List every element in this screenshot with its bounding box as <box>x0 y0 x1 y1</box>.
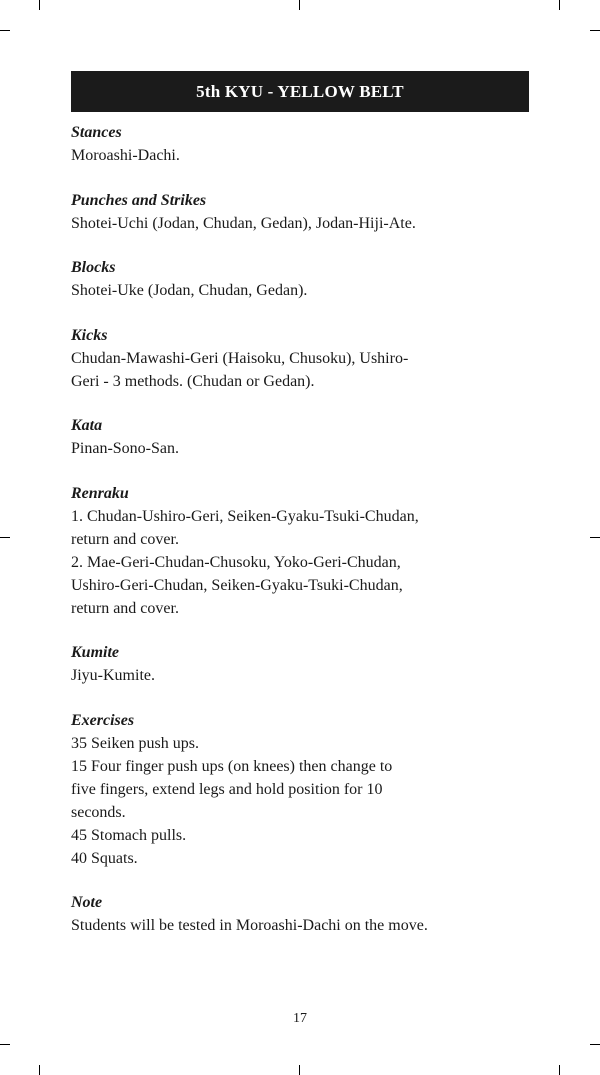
section-line: seconds. <box>71 803 126 821</box>
section-line: Jiyu-Kumite. <box>71 667 155 684</box>
section-line: Shotei-Uchi (Jodan, Chudan, Gedan), Jodan-Hiji-Ate. <box>71 214 416 232</box>
section-line: Pinan-Sono-San. <box>71 440 179 457</box>
crop-mark-bottom-center <box>299 1065 300 1075</box>
section-renraku <box>71 482 511 620</box>
section-heading: Punches and Strikes <box>71 191 207 209</box>
crop-mark-right-bottom <box>590 1044 600 1045</box>
section-line: Geri - 3 methods. (Chudan or Gedan). <box>71 372 315 390</box>
section-line: five fingers, extend legs and hold position for 10 <box>71 780 383 798</box>
crop-mark-left-middle <box>0 537 10 538</box>
section-kicks <box>71 324 511 393</box>
section-heading: Kata <box>71 417 103 434</box>
belt-title-banner <box>71 71 529 112</box>
section-blocks <box>71 256 511 302</box>
section-line: return and cover. <box>71 530 179 548</box>
section-heading: Stances <box>71 124 122 141</box>
section-heading: Kicks <box>71 326 108 344</box>
crop-mark-left-bottom <box>0 1044 10 1045</box>
section-stances <box>71 121 511 167</box>
section-heading: Note <box>71 894 103 911</box>
section-line: Students will be tested in Moroashi-Dachi on the move. <box>71 917 428 934</box>
crop-mark-right-top <box>590 30 600 31</box>
belt-title: 5th KYU - YELLOW BELT <box>196 81 404 101</box>
crop-mark-top-center <box>299 0 300 10</box>
crop-mark-right-middle <box>590 537 600 538</box>
section-kata <box>71 414 511 460</box>
crop-mark-top-right <box>559 0 560 10</box>
section-note <box>71 891 511 937</box>
section-line: Shotei-Uke (Jodan, Chudan, Gedan). <box>71 282 308 299</box>
section-line: 15 Four finger push ups (on knees) then change to <box>71 757 393 775</box>
section-heading: Renraku <box>71 484 129 502</box>
section-line: Ushiro-Geri-Chudan, Seiken-Gyaku-Tsuki-Chudan, <box>71 576 403 594</box>
section-line: return and cover. <box>71 599 179 617</box>
section-line: 40 Squats. <box>71 849 138 867</box>
section-kumite <box>71 641 511 687</box>
section-heading: Blocks <box>71 259 116 276</box>
section-line: 45 Stomach pulls. <box>71 826 187 844</box>
crop-mark-left-top <box>0 30 10 31</box>
section-heading: Kumite <box>71 644 120 661</box>
section-line: 1. Chudan-Ushiro-Geri, Seiken-Gyaku-Tsuki-Chudan, <box>71 507 419 525</box>
section-line: 2. Mae-Geri-Chudan-Chusoku, Yoko-Geri-Chudan, <box>71 553 401 571</box>
crop-mark-top-left <box>39 0 40 10</box>
syllabus-content <box>71 121 511 959</box>
section-line: 35 Seiken push ups. <box>71 734 199 752</box>
section-line: Moroashi-Dachi. <box>71 147 180 164</box>
crop-mark-bottom-left <box>39 1065 40 1075</box>
page-number: 17 <box>293 1011 307 1026</box>
section-heading: Exercises <box>71 711 135 729</box>
section-exercises <box>71 709 511 870</box>
section-line: Chudan-Mawashi-Geri (Haisoku, Chusoku), Ushiro- <box>71 349 409 367</box>
section-punches-and-strikes <box>71 189 511 235</box>
crop-mark-bottom-right <box>559 1065 560 1075</box>
